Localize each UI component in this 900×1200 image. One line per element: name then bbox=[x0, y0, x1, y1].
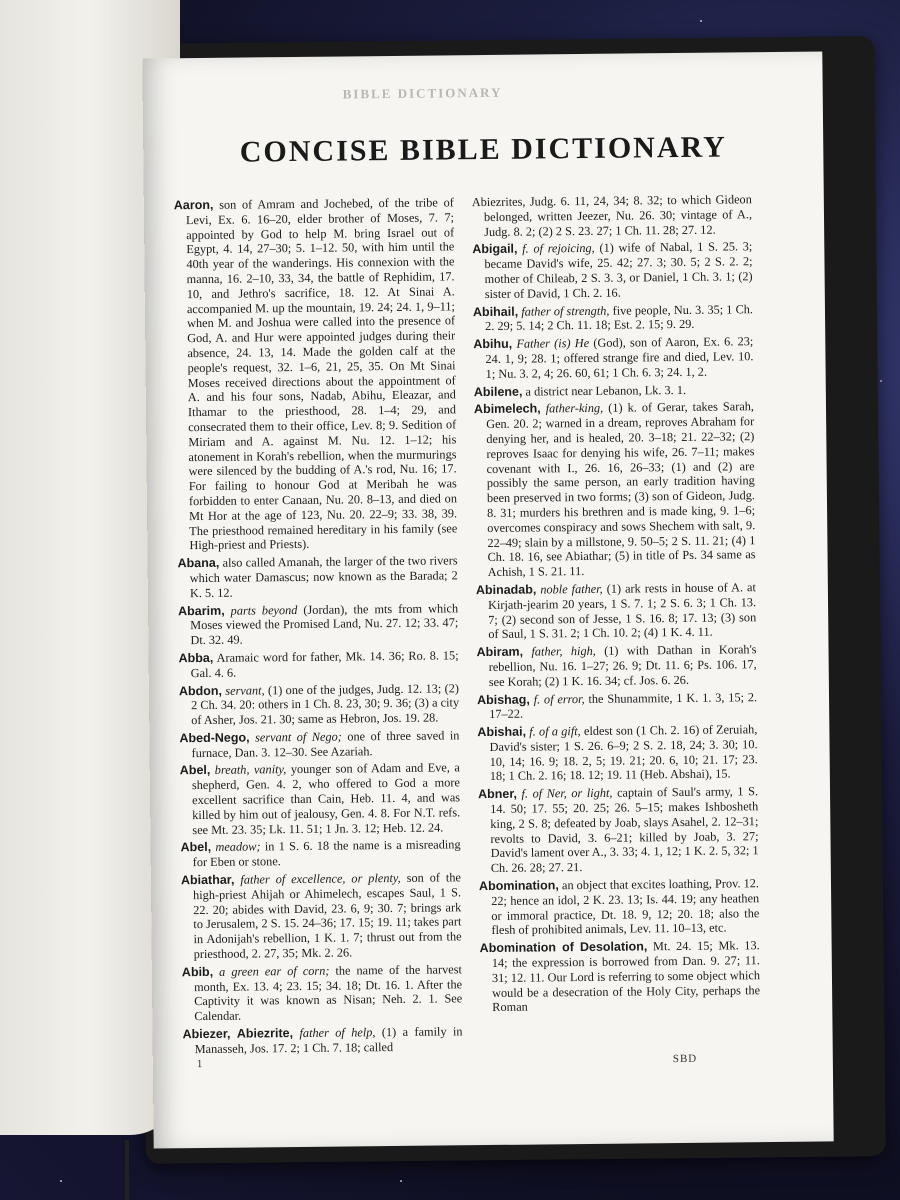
dictionary-entry bbox=[178, 601, 458, 648]
entry-headword: Abiezer, Abiezrite, bbox=[182, 1026, 294, 1042]
entry-headword: Abed-Nego, bbox=[179, 730, 250, 746]
entry-headword: Aaron, bbox=[173, 197, 214, 213]
entry-meaning: meadow; bbox=[211, 839, 261, 855]
entry-text: an object that excites loathing, Prov. 12. 22; hence an idol, 2 K. 23. 13; Is. 44. 19; any heathen or immoral practice, Dt. 18. 9, 12; 20. 18; also the flesh of prohibited animals, Lev. 11. 10–13, etc. bbox=[491, 876, 760, 938]
bleed-through-header: BIBLE DICTIONARY bbox=[342, 84, 503, 102]
left-column bbox=[174, 195, 463, 1060]
entry-headword: Abana, bbox=[177, 555, 220, 571]
entry-meaning: father of excellence, or plenty, bbox=[234, 870, 401, 887]
entry-headword: Abib, bbox=[181, 964, 214, 980]
signature-mark: SBD bbox=[672, 1052, 698, 1066]
bookmark-ribbon bbox=[125, 1140, 129, 1200]
dictionary-entry bbox=[480, 938, 761, 1015]
dictionary-entry bbox=[476, 580, 757, 642]
entry-text: one of three saved in furnace, Dan. 3. 12–30. See Azariah. bbox=[191, 728, 460, 760]
entry-headword: Abner, bbox=[477, 786, 518, 802]
entry-text: the Shunammite, 1 K. 1. 3, 15; 2. 17–22. bbox=[489, 689, 758, 722]
dictionary-entry bbox=[476, 642, 756, 689]
dictionary-entry bbox=[182, 1024, 462, 1057]
entry-text: Aramaic word for father, Mk. 14. 36; Ro. 8. 15; Gal. 4. 6. bbox=[190, 648, 459, 680]
entry-text: (1) one of the judges, Judg. 12. 13; (2) 2 Ch. 34. 20: others in 1 Ch. 8. 23, 30; 9. 36; (3) a city of Asher, Jos. 21. 30; same as Hebron, Jos. 19. 28. bbox=[191, 680, 460, 728]
entry-headword: Abomination, bbox=[478, 878, 559, 894]
entry-text: the name of the harvest month, Ex. 13. 4; 23. 15; 34. 18; Dt. 16. 1. After the Captivity it was known as Nisan; Neh. 2. 1. See Calendar. bbox=[193, 962, 463, 1024]
entry-meaning: father of help, bbox=[292, 1025, 376, 1041]
entry-text: (1) ark rests in house of A. at Kirjath-jearim 20 years, 1 S. 7. 1; 2 S. 6. 3; 1 Ch. 13. 7; (2) second son of Jesse, 1 S. 16. 8; 17. 13; (3) son of Saul, 1 S. 31. 2; 1 Ch. 10. 2; (4) 1 K. 4. 11. bbox=[487, 580, 757, 642]
entry-text: (1) with Dathan in Korah's rebellion, Nu. 16. 1–27; 26. 9; Dt. 11. 6; Ps. 106. 17, see Korah; (2) 1 K. 16. 34; cf. Jos. 6. 26. bbox=[488, 642, 757, 689]
dictionary-entry bbox=[478, 784, 759, 876]
dictionary-entry bbox=[473, 334, 753, 381]
entry-meaning: Father (is) He bbox=[512, 336, 590, 351]
entry-meaning: servant of Nego; bbox=[249, 729, 342, 745]
dictionary-entry bbox=[472, 240, 753, 302]
entry-headword: Abel, bbox=[180, 840, 212, 855]
dictionary-entry bbox=[181, 838, 461, 871]
entry-headword: Abishag, bbox=[476, 692, 530, 707]
right-column bbox=[472, 192, 761, 1018]
entry-meaning: f. of rejoicing, bbox=[517, 241, 595, 257]
entry-headword: Abarim, bbox=[178, 603, 225, 618]
entry-text: five people, Nu. 3. 35; 1 Ch. 2. 29; 5. 14; 2 Ch. 11. 18; Est. 2. 15; 9. 29. bbox=[485, 301, 754, 334]
entry-meaning: f. of Ner, or light, bbox=[516, 785, 613, 801]
entry-text: a district near Lebanon, Lk. 3. 1. bbox=[522, 382, 687, 399]
entry-meaning: breath, vanity, bbox=[210, 762, 287, 778]
entry-meaning: noble father, bbox=[536, 581, 603, 597]
entry-headword: Abinadab, bbox=[475, 582, 537, 598]
entry-meaning: father, high, bbox=[523, 643, 596, 659]
entry-headword: Abel, bbox=[179, 763, 211, 778]
dictionary-entry bbox=[180, 761, 461, 838]
dictionary-entry bbox=[477, 722, 758, 784]
dictionary-entry bbox=[479, 876, 760, 938]
entry-text: son of Amram and Jochebed, of the tribe of Levi, Ex. 6. 16–20, elder brother of Moses, 7. 7; appointed by God to help M. bring Israel out of Egypt, 4. 14, 27–30; 5. 1–12. 50, with him until the 40th year of the wanderings. His connexion with the manna, 16. 2–10, 33, 34, the battle of Rephidim, 17. 10, and Jethro's sacrifice, 18. 12. At Sinai A. accompanied M. up the mountain, 19. 24; 24. 1, 9–11; when M. and Joshua were called into the presence of God, A. and Hur were appointed judges during their absence, 24. 13, 14. Made the golden calf at the people's request, 32. 1–6, 21, 25, 35. On Mt Sinai Moses received directions about the appointment of A. and his four sons, Nadab, Abihu, Eleazar, and Ithamar to the priesthood, 28. 1–4; 29, and consecrated them to their office, Lev. 8; 9. Sedition of Miriam and A. against M. Nu. 12. 1–12; his atonement in Korah's rebellion, when the murmurings were silenced by the budding of A.'s rod, Nu. 16; 17. For failing to honour God at Meribah he was forbidden to enter Canaan, Nu. 20. 8–13, and died on Mt Hor at the age of 123, Nu. 20. 22–9; 33. 38, 39. The priesthood remained hereditary in his family (see High-priest and Priests). bbox=[185, 195, 458, 553]
entry-headword: Abihu, bbox=[473, 336, 513, 352]
entry-text: Abiezrites, Judg. 6. 11, 24, 34; 8. 32; to which Gideon belonged, written Jeezer, Nu. 26. 30; vintage of A., Judg. 8. 2; (2) 2 S. 23. 27; 1 Ch. 11. 28; 27. 12. bbox=[471, 192, 753, 239]
entry-headword: Abishai, bbox=[477, 724, 527, 740]
entry-meaning: father of strength, bbox=[518, 303, 610, 319]
entry-meaning: f. of error, bbox=[529, 691, 585, 707]
dictionary-entry bbox=[174, 195, 458, 553]
entry-text: eldest son (1 Ch. 2. 16) of Zeruiah, David's sister; 1 S. 26. 6–9; 2 S. 2. 18, 24; 3. 30; 10. 10, 14; 16. 9; 18. 2, 5; 19. 21; 20. 6, 10; 21. 17; 23. 18; 1 Ch. 2. 16; 18. 12; 19. 11 (Heb. Abshai), 15. bbox=[489, 722, 758, 784]
entry-text: also called Amanah, the larger of the two rivers which water Damascus; now known as the Barada; 2 K. 5. 12. bbox=[189, 553, 458, 600]
dictionary-entry bbox=[477, 690, 757, 723]
dictionary-entry bbox=[474, 400, 756, 580]
dictionary-entry bbox=[474, 382, 754, 400]
entry-text: younger son of Adam and Eve, a shepherd, Gen. 4. 2, who offered to God a more excellent sacrifice than Cain, Heb. 11. 4, and was killed by him out of jealousy, Gen. 4. 8. For N.T. refs. see Mt. 23. 35; Lk. 11. 51; 1 Jn. 3. 12; Heb. 12. 24. bbox=[191, 760, 461, 837]
page-title: CONCISE BIBLE DICTIONARY bbox=[239, 130, 727, 169]
entry-text: captain of Saul's army, 1 S. 14. 50; 17. 55; 20. 25; 26. 5–15; makes Ishbosheth king, 2 S. 8; defeated by Joab, slays Asahel, 2. 12–31; revolts to David, 3. 6–21; killed by Joab, 3. 27; David's lament over A., 3. 33; 4. 1, 12; 1 K. 2. 5, 32; 1 Ch. 26. 28; 27. 21. bbox=[490, 784, 759, 876]
entry-headword: Abiathar, bbox=[180, 872, 235, 888]
entry-text: Mt. 24. 15; Mk. 13. 14; the expression is borrowed from Dan. 9. 27; 11. 31; 12. 11. Our Lord is referring to some object which would be a desecration of the Holy City, perhaps the Roman bbox=[491, 938, 761, 1015]
dictionary-entry bbox=[179, 681, 459, 728]
dictionary-entry bbox=[472, 192, 752, 239]
entry-text: in 1 S. 6. 18 the name is a misreading for Eben or stone. bbox=[192, 837, 461, 870]
entry-headword: Abba, bbox=[178, 650, 214, 666]
page-number: 1 bbox=[196, 1058, 204, 1071]
entry-meaning: servant, bbox=[221, 682, 265, 698]
entry-headword: Abomination of Desolation, bbox=[479, 939, 648, 956]
dictionary-entry bbox=[473, 302, 753, 335]
entry-text: (God), son of Aaron, Ex. 6. 23; 24. 1, 9; 28. 1; offered strange fire and died, Lev. 10. 1; Nu. 3. 2, 4; 26. 60, 61; 1 Ch. 6. 3; 24. 1, 2. bbox=[485, 334, 754, 381]
dictionary-entry bbox=[179, 648, 459, 681]
entry-headword: Abimelech, bbox=[473, 401, 541, 417]
entry-meaning: a green ear of corn; bbox=[213, 963, 330, 979]
entry-headword: Abihail, bbox=[472, 304, 519, 319]
entry-meaning: parts beyond bbox=[224, 602, 298, 618]
dictionary-entry bbox=[179, 728, 459, 761]
dictionary-entry bbox=[178, 553, 458, 600]
entry-headword: Abiram, bbox=[476, 644, 524, 660]
dictionary-entry bbox=[181, 870, 462, 962]
entry-text: (1) k. of Gerar, takes Sarah, Gen. 20. 2; warned in a dream, reproves Abraham for denying her, and is healed, 20. 3–18; 21. 22–32; (2) reproves Isaac for denying his wife, 26. 7–11; makes covenant with I., 26. 16, 26–33; (1) and (2) are possibly the same person, an early tradition having been preserved in two forms; (3) son of Gideon, Judg. 8. 31; murders his brethren and is made king, 9. 1–6; overcomes conspiracy and sows Shechem with salt, 9. 22–49; slain by a millstone, 9. 50–5; 2 S. 11. 21; (4) 1 Ch. 18. 16, see Abiathar; (5) in title of Ps. 34 same as Achish, 1 S. 21. 11. bbox=[486, 399, 756, 580]
dictionary-page bbox=[142, 51, 833, 1148]
entry-text: (1) a family in Manasseh, Jos. 17. 2; 1 Ch. 7. 18; called bbox=[194, 1024, 463, 1056]
entry-headword: Abilene, bbox=[473, 384, 523, 399]
entry-headword: Abdon, bbox=[178, 683, 223, 698]
entry-text: (Jordan), the mts from which Moses viewed the Promised Land, Nu. 27. 12; 33. 47; Dt. 32. 49. bbox=[190, 600, 459, 648]
entry-meaning: f. of a gift, bbox=[525, 724, 581, 739]
entry-text: (1) wife of Nabal, 1 S. 25. 3; became David's wife, 25. 42; 27. 3; 30. 5; 2 S. 2. 2; mother of Chileab, 2 S. 3. 3, or Daniel, 1 Ch. 3. 1; (2) sister of David, 1 Ch. 2. 16. bbox=[484, 239, 753, 301]
entry-meaning: father-king, bbox=[540, 401, 604, 416]
entry-text: son of the high-priest Ahijah or Ahimelech, escapes Saul, 1 S. 22. 20; abides with David, 23. 6, 9; 30. 7; brings ark to Jerusalem, 2 S. 15. 24–36; 17. 15; 19. 11; takes part in Adonijah's rebellion, 1 K. 1. 7; thrust out from the priesthood, 2. 27, 35; Mk. 2. 26. bbox=[192, 870, 462, 962]
entry-headword: Abigail, bbox=[472, 242, 518, 257]
dictionary-entry bbox=[182, 962, 463, 1024]
